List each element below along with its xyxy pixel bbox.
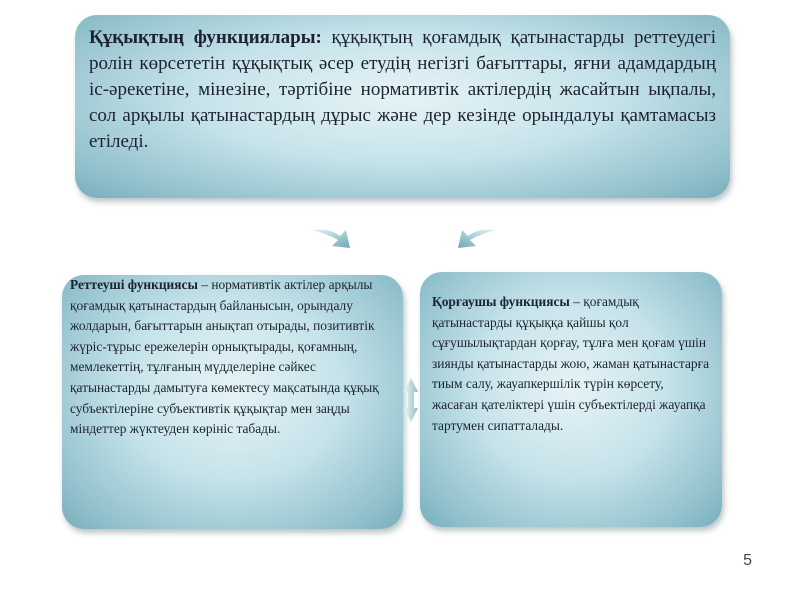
protective-function-box <box>420 272 722 527</box>
definition-body: құқықтың қоғамдық қатынастарды реттеудегі ролін көрсететін құқықтық әсер етудің негізгі бағыттары, яғни адамдардың іс-әрекетіне, мінезіне, тәртібіне нормативтік актілердің жасайтын ықпалы, сол арқылы қатынастардың дұрыс және дер кезінде орындалуы қамтамасыз етіледі. <box>89 27 716 152</box>
regulatory-function-text <box>70 275 395 440</box>
definition-term: Құқықтың функциялары: <box>89 27 322 48</box>
arrow-down-right-icon <box>456 226 498 250</box>
arrow-down-left-icon <box>310 226 352 250</box>
regulatory-function-box <box>62 275 403 529</box>
regulatory-function-body: – нормативтік актілер арқылы қоғамдық қатынастардың байланысын, орындалу жолдарын, бағыттарын анықтап отырады, позитивтік жүріс-тұрыс ережелерін орнықтырады, қоғамның, мемлекеттің, тұлғаның мүдделеріне сәйкес қатынастарды дамытуға көмектесу мақсатында құқық субъектілеріне субъективтік құқықтар мен заңды міндеттер жүктеуден көрініс табады. <box>70 277 379 437</box>
protective-function-term: Қорғаушы функциясы <box>432 294 570 309</box>
regulatory-function-term: Реттеуші функциясы <box>70 277 198 292</box>
protective-function-body: – қоғамдық қатынастарды құқыққа қайшы қол сұғушылықтардан қорғау, тұлға мен қоғам үшін зиянды қатынастарды жою, жаман қатынастарға тиым салу, жауапкершілік түрін көрсету, жасаған қателіктері үшін субъектілерді жауапқа тартумен сипатталады. <box>432 294 710 433</box>
slide-number: 5 <box>743 552 752 569</box>
protective-function-text <box>432 292 710 436</box>
double-arrow-icon <box>403 378 419 422</box>
definition-text <box>89 25 716 155</box>
definition-box <box>75 15 730 198</box>
